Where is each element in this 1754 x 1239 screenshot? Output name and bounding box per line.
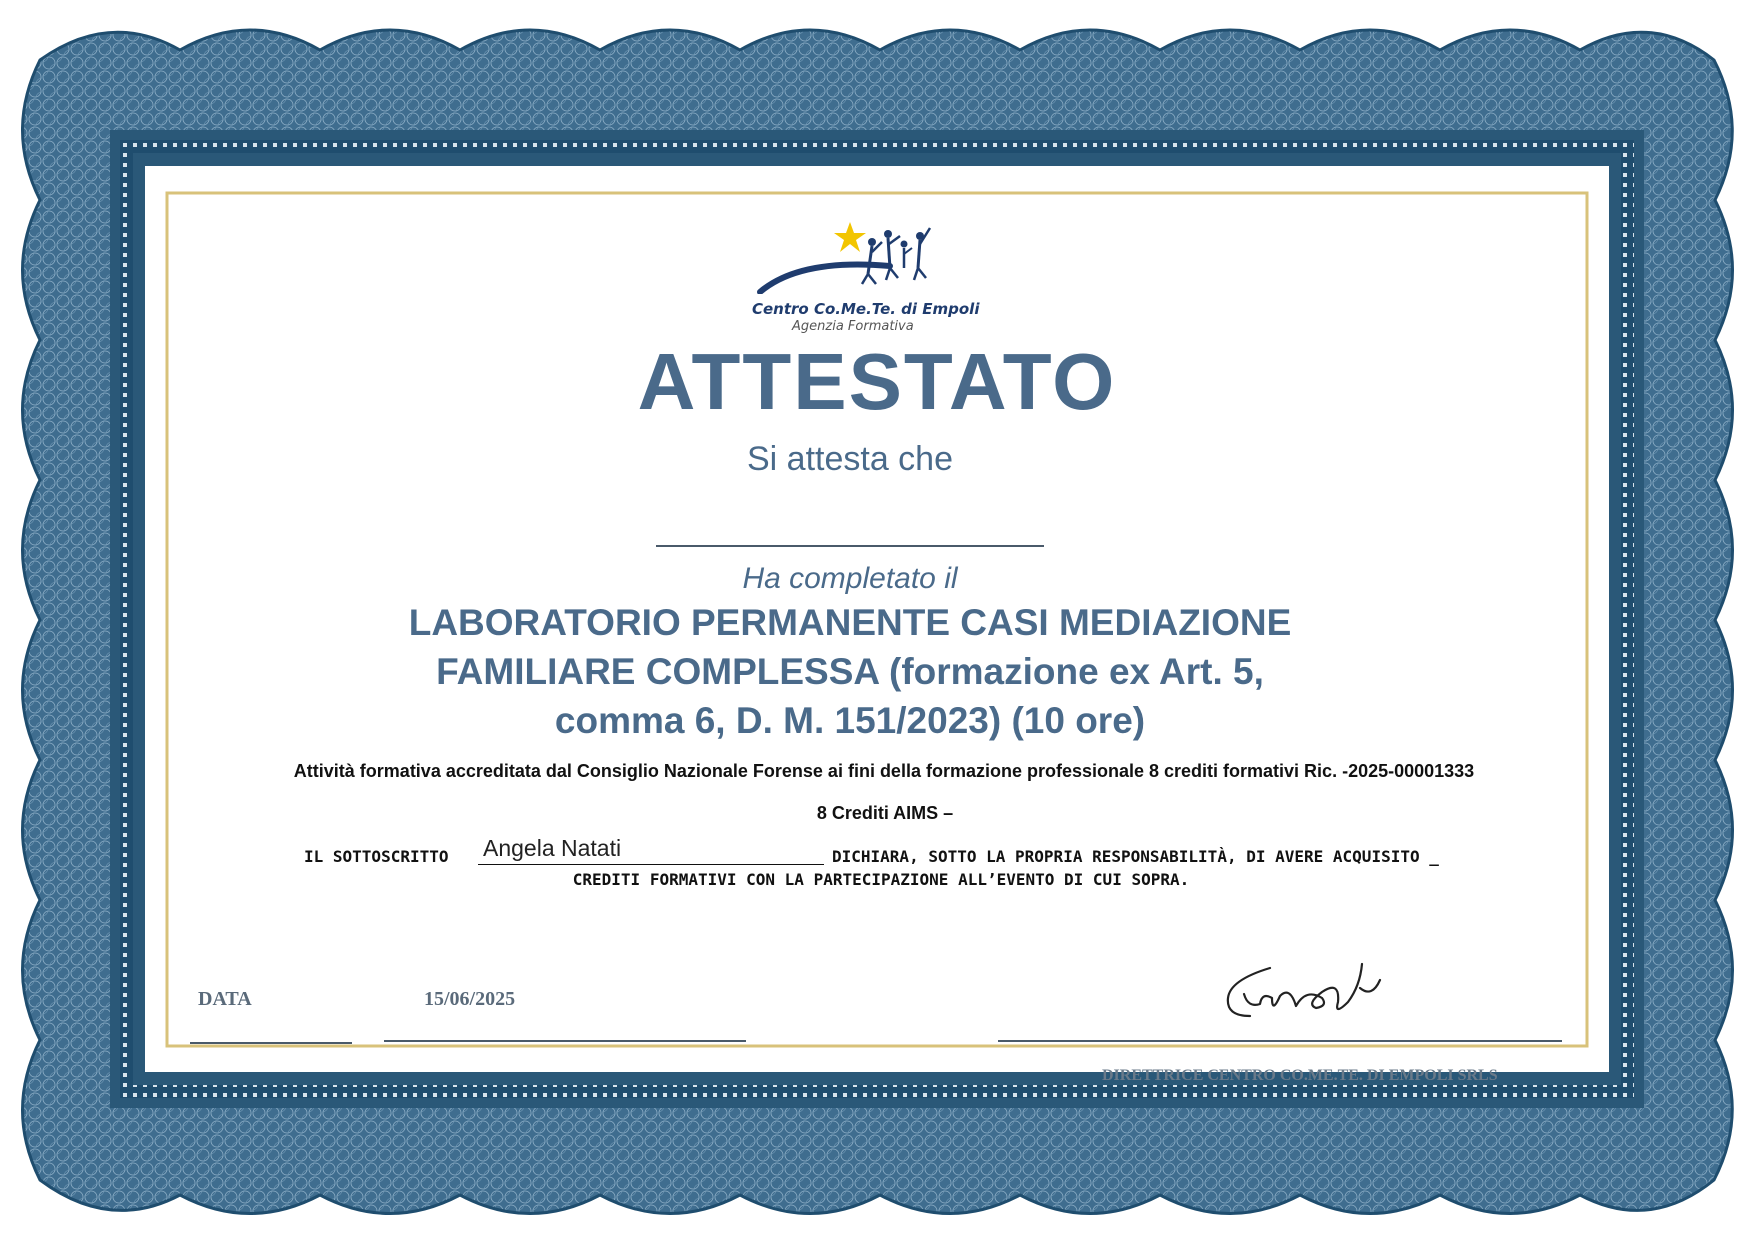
signature-line <box>998 1040 1562 1042</box>
declaration-line2: CREDITI FORMATIVI CON LA PARTECIPAZIONE ALL’EVENTO DI CUI SOPRA. <box>572 870 1190 889</box>
aims-credits: 8 Crediti AIMS – <box>816 803 954 823</box>
certificate-title: ATTESTATO <box>637 337 1117 426</box>
date-label-line <box>190 1042 352 1044</box>
attest-intro: Si attesta che <box>746 440 953 478</box>
declaration-name-line <box>478 864 824 865</box>
declarant-name: Angela Natati <box>483 835 622 861</box>
agency-logo <box>740 214 940 294</box>
logo-org-name: Centro Co.Me.Te. di Empoli <box>752 300 980 318</box>
date-label: DATA <box>198 988 252 1010</box>
course-title-line: comma 6, D. M. 151/2023) (10 ore) <box>554 700 1146 741</box>
date-value: 15/06/2025 <box>424 988 516 1010</box>
course-title-line: LABORATORIO PERMANENTE CASI MEDIAZIONE <box>408 602 1292 643</box>
completed-label: Ha completato il <box>742 562 958 595</box>
date-value-line <box>384 1040 746 1042</box>
director-signature <box>1210 958 1420 1030</box>
declaration-suffix: DICHIARA, SOTTO LA PROPRIA RESPONSABILITÀ, DI AVERE ACQUISITO _ <box>832 847 1439 866</box>
course-title-line: FAMILIARE COMPLESSA (formazione ex Art. 5, <box>436 651 1264 692</box>
signatory-title: DIRETTRICE CENTRO CO.ME.TE. DI EMPOLI SRLS <box>1102 1067 1498 1084</box>
recipient-line <box>656 545 1044 547</box>
logo-tagline: Agenzia Formativa <box>792 319 914 334</box>
declaration-prefix: IL SOTTOSCRITTO <box>304 847 449 866</box>
accreditation-text: Attività formativa accreditata dal Consiglio Nazionale Forense ai fini della formazione professionale 8 crediti formativi Ric. -2025-00001333 <box>293 761 1475 781</box>
course-title <box>0 598 1700 745</box>
